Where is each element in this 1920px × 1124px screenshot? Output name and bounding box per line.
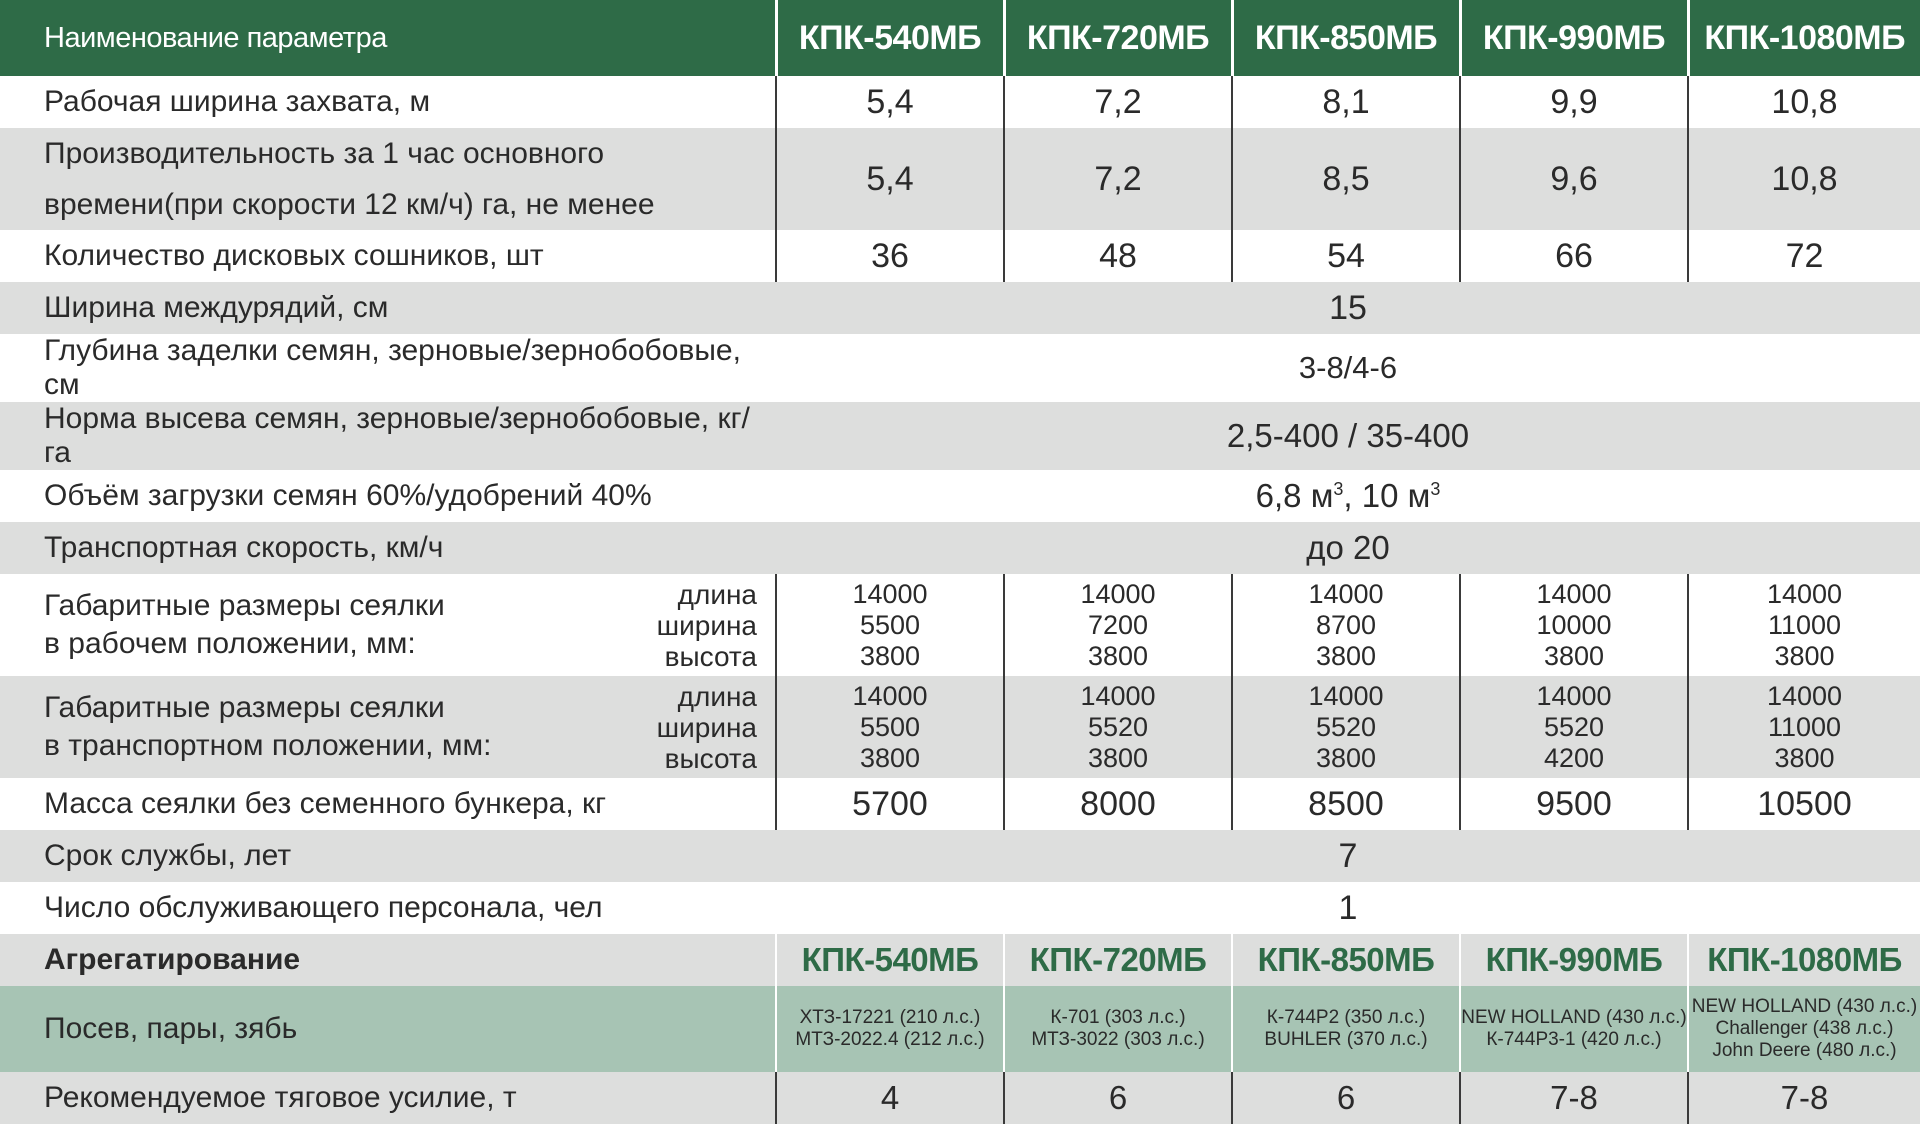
- dim-value: 3800: [1543, 640, 1605, 671]
- param-label: Срок службы, лет: [0, 830, 776, 882]
- value-cell: 7-8: [1688, 1072, 1920, 1124]
- dim-value: 3800: [1315, 742, 1377, 773]
- dim-label-width: ширина: [656, 609, 757, 641]
- tractor-cell: [1460, 986, 1688, 1072]
- value-cell-span: 2,5-400 / 35-400: [776, 402, 1920, 470]
- param-label: Число обслуживающего персонала, чел: [0, 882, 776, 934]
- row-productivity: [0, 128, 1920, 230]
- dim-value: 14000: [852, 680, 928, 711]
- dim-label-height: высота: [664, 640, 757, 672]
- param-label: Рекомендуемое тяговое усилие, т: [0, 1072, 776, 1124]
- row-seed-rate: [0, 402, 1920, 470]
- dim-value: 11000: [1767, 711, 1842, 742]
- value-cell: [776, 676, 1004, 778]
- row-mass: [0, 778, 1920, 830]
- value-cell: 10500: [1688, 778, 1920, 830]
- param-label-line1: Габаритные размеры сеялки: [44, 691, 445, 724]
- dim-value: 10000: [1536, 609, 1612, 640]
- dim-value: 7200: [1087, 609, 1149, 640]
- model-header: КПК-540МБ: [776, 0, 1004, 76]
- tractor-item: Challenger (438 л.с.): [1715, 1018, 1894, 1039]
- dim-value: 11000: [1767, 609, 1842, 640]
- param-label: Норма высева семян, зерновые/зернобобовые, кг/га: [0, 402, 776, 470]
- param-label: Ширина междурядий, см: [0, 282, 776, 334]
- value-cell: [1688, 676, 1920, 778]
- param-label: Глубина заделки семян, зерновые/зернобобовые, см: [0, 334, 776, 402]
- param-label: [0, 128, 776, 230]
- value-cell: [1004, 676, 1232, 778]
- value-cell: 36: [776, 230, 1004, 282]
- dim-value: 14000: [1766, 680, 1843, 711]
- model-label: КПК-990МБ: [1460, 934, 1688, 986]
- row-hopper: [0, 470, 1920, 522]
- param-label: Транспортная скорость, км/ч: [0, 522, 776, 574]
- value-cell: 5700: [776, 778, 1004, 830]
- tractor-item: NEW HOLLAND (430 л.с.): [1461, 1007, 1687, 1028]
- tractor-item: К-701 (303 л.с.): [1050, 1007, 1186, 1028]
- tractor-item: NEW HOLLAND (430 л.с.): [1691, 996, 1918, 1017]
- dim-value: 5520: [1087, 711, 1149, 742]
- tractor-item: МТЗ-3022 (303 л.с.): [1031, 1029, 1205, 1050]
- dim-value: 14000: [1766, 578, 1843, 609]
- dim-value: 14000: [1536, 680, 1612, 711]
- tractor-item: John Deere (480 л.с.): [1712, 1040, 1897, 1061]
- param-label-line2: в рабочем положении, мм:: [44, 627, 416, 660]
- value-cell: 9500: [1460, 778, 1688, 830]
- model-header: КПК-990МБ: [1460, 0, 1688, 76]
- tractor-cell: [1004, 986, 1232, 1072]
- param-label-line1: Производительность за 1 час основного: [44, 137, 605, 170]
- value-cell: [1232, 574, 1460, 676]
- dim-value: 14000: [1536, 578, 1612, 609]
- model-header: КПК-1080МБ: [1688, 0, 1920, 76]
- model-label: КПК-1080МБ: [1688, 934, 1920, 986]
- model-label: КПК-850МБ: [1232, 934, 1460, 986]
- dim-value: 8700: [1315, 609, 1377, 640]
- param-label-line2: времени(при скорости 12 км/ч) га, не менее: [44, 188, 655, 221]
- row-staff: [0, 882, 1920, 934]
- dim-value: 5520: [1315, 711, 1377, 742]
- value-cell: 54: [1232, 230, 1460, 282]
- param-column-header: Наименование параметра: [0, 0, 776, 76]
- dim-value: 14000: [1308, 680, 1384, 711]
- tractor-cell: [1688, 986, 1920, 1072]
- param-label: [0, 676, 776, 778]
- dim-value: 3800: [1315, 640, 1377, 671]
- header-row: [0, 0, 1920, 76]
- dim-label-width: ширина: [656, 711, 757, 743]
- value-cell: [1460, 574, 1688, 676]
- row-transport-speed: [0, 522, 1920, 574]
- row-service-life: [0, 830, 1920, 882]
- value-cell: 7,2: [1004, 76, 1232, 128]
- param-label-line1: Габаритные размеры сеялки: [44, 589, 445, 622]
- value-cell: 8,1: [1232, 76, 1460, 128]
- value-cell: [1232, 676, 1460, 778]
- value-cell: 6: [1232, 1072, 1460, 1124]
- value-cell: 4: [776, 1072, 1004, 1124]
- row-traction: [0, 1072, 1920, 1124]
- value-cell: 8000: [1004, 778, 1232, 830]
- dim-value: 3800: [859, 742, 921, 773]
- tractor-cell: [1232, 986, 1460, 1072]
- row-openers: [0, 230, 1920, 282]
- row-depth: [0, 334, 1920, 402]
- value-cell: 7,2: [1004, 128, 1232, 230]
- row-sowing-tractors: [0, 986, 1920, 1072]
- section-label: Агрегатирование: [0, 934, 776, 986]
- dim-value: 14000: [1080, 578, 1156, 609]
- row-dims-working: [0, 574, 1920, 676]
- value-cell: 8500: [1232, 778, 1460, 830]
- cubic-superscript: 3: [1333, 479, 1344, 499]
- dim-label-height: высота: [664, 742, 757, 774]
- value-cell: 66: [1460, 230, 1688, 282]
- dim-value: 4200: [1543, 742, 1605, 773]
- value-cell: 8,5: [1232, 128, 1460, 230]
- param-label: Рабочая ширина захвата, м: [0, 76, 776, 128]
- row-row-spacing: [0, 282, 1920, 334]
- value-cell: 48: [1004, 230, 1232, 282]
- tractor-item: МТЗ-2022.4 (212 л.с.): [795, 1029, 985, 1050]
- value-cell-span: 15: [776, 282, 1920, 334]
- value-cell: 9,9: [1460, 76, 1688, 128]
- dim-value: 3800: [1087, 742, 1149, 773]
- value-cell: 10,8: [1688, 128, 1920, 230]
- param-label: Количество дисковых сошников, шт: [0, 230, 776, 282]
- value-cell-span: 7: [776, 830, 1920, 882]
- tractor-item: К-744Р3-1 (420 л.с.): [1486, 1029, 1662, 1050]
- model-header: КПК-720МБ: [1004, 0, 1232, 76]
- tractor-item: BUHLER (370 л.с.): [1264, 1029, 1428, 1050]
- param-label: [0, 574, 776, 676]
- model-header: КПК-850МБ: [1232, 0, 1460, 76]
- value-cell: [1688, 574, 1920, 676]
- value-cell-span: 3-8/4-6: [776, 334, 1920, 402]
- param-label: Масса сеялки без семенного бункера, кг: [0, 778, 776, 830]
- value-cell-span: [776, 470, 1920, 522]
- tractor-cell: [776, 986, 1004, 1072]
- model-label: КПК-540МБ: [776, 934, 1004, 986]
- tractor-item: К-744Р2 (350 л.с.): [1266, 1007, 1426, 1028]
- model-label: КПК-720МБ: [1004, 934, 1232, 986]
- dim-value: 3800: [859, 640, 921, 671]
- value-cell: 5,4: [776, 128, 1004, 230]
- dim-label-length: длина: [677, 680, 757, 712]
- value-cell: 5,4: [776, 76, 1004, 128]
- value-cell: 10,8: [1688, 76, 1920, 128]
- dim-value: 3800: [1774, 640, 1835, 671]
- value-cell: [776, 574, 1004, 676]
- hopper-seed-volume: 6,8 м: [1255, 477, 1334, 514]
- dim-label-length: длина: [677, 578, 757, 610]
- dim-value: 14000: [1308, 578, 1384, 609]
- value-cell: 9,6: [1460, 128, 1688, 230]
- value-cell: [1004, 574, 1232, 676]
- param-label: Объём загрузки семян 60%/удобрений 40%: [0, 470, 776, 522]
- dim-value: 3800: [1087, 640, 1149, 671]
- row-working-width: [0, 76, 1920, 128]
- value-cell: 6: [1004, 1072, 1232, 1124]
- cubic-superscript: 3: [1430, 479, 1441, 499]
- value-cell-span: до 20: [776, 522, 1920, 574]
- value-cell: 72: [1688, 230, 1920, 282]
- tractor-item: ХТЗ-17221 (210 л.с.): [799, 1007, 981, 1028]
- row-dims-transport: [0, 676, 1920, 778]
- value-cell-span: 1: [776, 882, 1920, 934]
- dim-value: 14000: [852, 578, 928, 609]
- dim-value: 5520: [1543, 711, 1605, 742]
- param-label-line2: в транспортном положении, мм:: [44, 729, 492, 762]
- param-label: Посев, пары, зябь: [0, 986, 776, 1072]
- value-cell: [1460, 676, 1688, 778]
- hopper-fert-volume: , 10 м: [1343, 477, 1431, 514]
- dim-value: 3800: [1774, 742, 1835, 773]
- dim-value: 14000: [1080, 680, 1156, 711]
- dim-value: 5500: [859, 609, 921, 640]
- dim-value: 5500: [859, 711, 921, 742]
- row-aggregation-header: [0, 934, 1920, 986]
- value-cell: 7-8: [1460, 1072, 1688, 1124]
